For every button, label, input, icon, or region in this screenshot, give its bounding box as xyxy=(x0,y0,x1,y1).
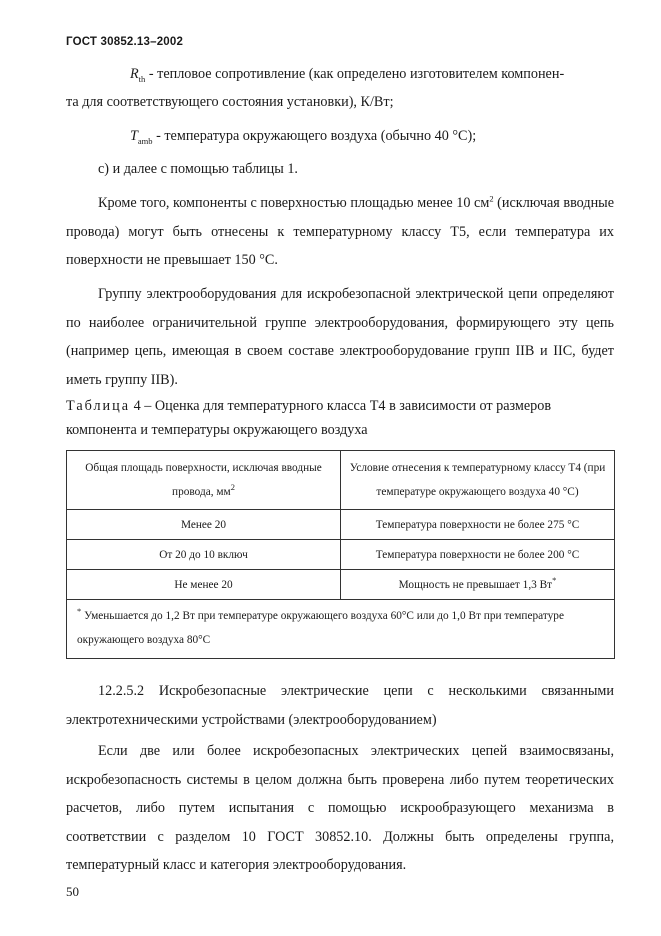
paragraph-surface-area xyxy=(66,189,614,275)
table-footnote xyxy=(67,600,615,659)
footnote-text: Уменьшается до 1,2 Вт при температуре окружающего воздуха 60°С или до 1,0 Вт при температуре окружающего воздуха 80°С xyxy=(77,610,564,646)
rth-definition-line2: та для соответствующего состояния установки), К/Вт; xyxy=(66,94,394,110)
superscript-2: 2 xyxy=(489,193,494,204)
table-cell-condition: Температура поверхности не более 200 °С xyxy=(341,540,615,570)
rth-subscript: th xyxy=(138,73,146,84)
tamb-subscript: amb xyxy=(137,135,153,146)
tamb-symbol: T xyxy=(130,128,138,144)
paragraph-surface-area-part2: (исключая вводные провода) могут быть отнесены к температурному классу Т5, если температура их поверхности не превышает 150 °С. xyxy=(66,195,614,268)
table-caption xyxy=(66,394,614,442)
paragraph-system-safety: Если две или более искробезопасных электрических цепей взаимосвязаны, искробезопасность системы в целом должна быть проверена либо путем теоретических расчетов, либо путем испытания с помощью искрообразующего механизма в соответствии с разделом 10 ГОСТ 30852.10. Должны быть определены группа, температурный класс и категория электрооборудования. xyxy=(66,743,614,873)
table-caption-text: Оценка для температурного класса Т4 в зависимости от размеров компонента и температуры окружающего воздуха xyxy=(66,398,552,438)
table-cell-area: Менее 20 xyxy=(67,510,341,540)
tamb-definition xyxy=(130,122,614,151)
table-cell-area: От 20 до 10 включ xyxy=(67,540,341,570)
section-heading-12-2-5-2: 12.2.5.2 Искробезопасные электрические цепи с несколькими связанными электротехническими устройствами (электрооборудованием) xyxy=(66,683,614,728)
rth-text: - тепловое сопротивление (как определено изготовителем компонен- xyxy=(145,66,565,82)
paragraph-surface-area-part1: Кроме того, компоненты с поверхностью площадью менее 10 см xyxy=(98,195,490,211)
table-caption-number: 4 – xyxy=(130,398,155,414)
footnote-mark: * xyxy=(77,606,82,617)
table-header-area: Общая площадь поверхности, исключая вводные провода, $мм^2$ xyxy=(67,451,341,510)
table-t4-assessment xyxy=(66,450,615,659)
table-header-condition: Условие отнесения к температурному классу Т4 (при температуре окружающего воздуха 40 °С) xyxy=(341,451,615,510)
rth-definition-line1 xyxy=(130,60,614,89)
table-row xyxy=(67,570,615,600)
table-row xyxy=(67,540,615,570)
table-row xyxy=(67,510,615,540)
table-header-row xyxy=(67,451,615,510)
document-header: ГОСТ 30852.13–2002 xyxy=(66,36,184,48)
table-caption-label: Таблица xyxy=(66,398,131,414)
paragraph-equipment-group: Группу электрооборудования для искробезопасной электрической цепи определяют по наиболее ограничительной группе электрооборудования, формирующего эту цепь (например цепь, имеющая в своем составе электрооборудование групп IIВ и IIС, будет иметь группу IIВ). xyxy=(66,286,614,388)
list-item-c: с) и далее с помощью таблицы 1. xyxy=(98,161,298,177)
table-cell-condition: Мощность не превышает 1,3 Вт* xyxy=(341,570,615,600)
table-footnote-row xyxy=(67,600,615,659)
table-cell-area: Не менее 20 xyxy=(67,570,341,600)
tamb-text: - температура окружающего воздуха (обычно 40 °С); xyxy=(152,128,477,144)
page-number: 50 xyxy=(66,884,79,899)
table-cell-condition: Температура поверхности не более 275 °С xyxy=(341,510,615,540)
rth-symbol: R xyxy=(130,66,139,82)
